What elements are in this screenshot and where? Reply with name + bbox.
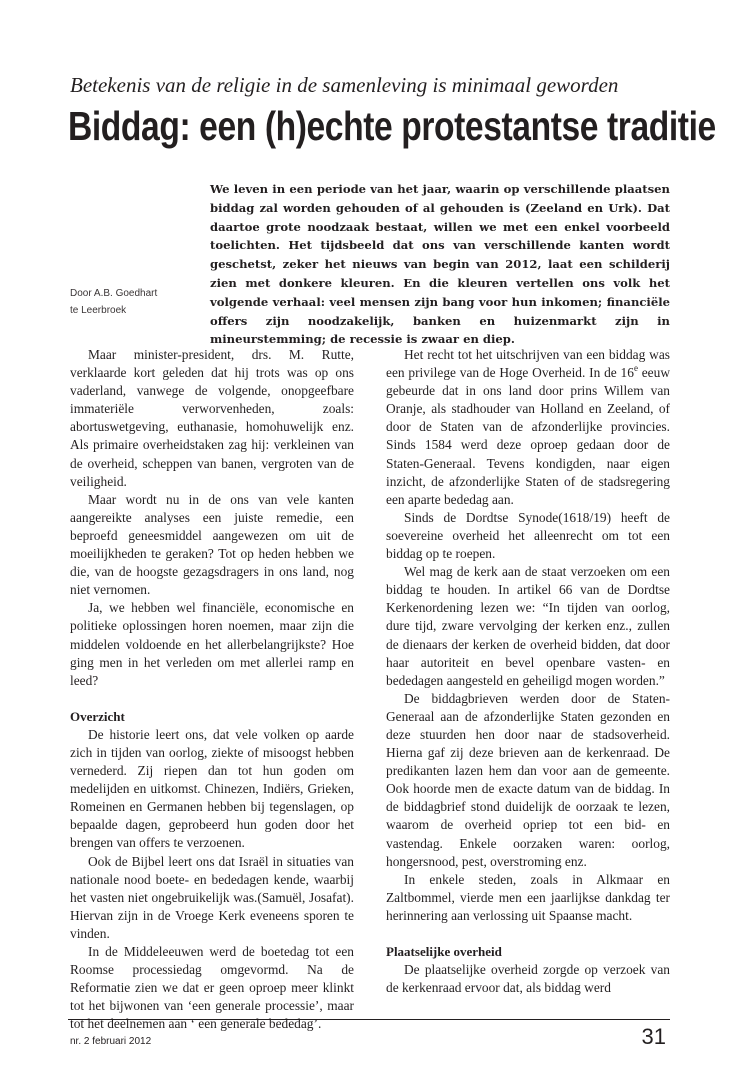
paragraph-text-end: eeuw gebeurde dat in ons land door prins Willem van Oranje, als stadhouder van Holland en Zeeland, of door de Staten van de afzonderlijke provincies. Sinds 1584 werd deze oproep gedaan door de Staten-Generaal. Tevens kondigden, naar eigen inzicht, de afzonderlijke Staten of de stadsregering een aparte bededag aan. — [386, 365, 670, 507]
paragraph: Ook de Bijbel leert ons dat Israël in situaties van nationale nood boete- en bededagen kende, waarbij het vasten niet ongebruikelijk was.(Samuël, Josafat). Hiervan zijn in de Vroege Kerk eveneens sporen te vinden. — [70, 853, 354, 941]
section-heading-plaatselijke-overheid: Plaatselijke overheid — [386, 944, 502, 959]
paragraph: Maar minister-president, drs. M. Rutte, verklaarde kort geleden dat hij trots was op ons vaderland, vanwege de volgende, onopgeefbare immateriële verworvenheden, zoals: abortuswetgeving, euthanasie, homohuwelijk enz. Als primaire overheidstaken zag hij: verkleinen van de overheid, scheppen van banen, vergroten van de veiligheid. — [70, 347, 354, 489]
footer-divider — [68, 1019, 670, 1020]
paragraph: De biddagbrieven werden door de Staten-Generaal aan de afzonderlijke Staten gezonden en deze stuurden hen door naar de stadsoverheid. Hierna gaf zij deze brieven aan de kerkenraad. De predikanten lazen hem dan voor aan de gemeente. Ook hoorde men de exacte datum van de biddag. In de biddagbrief stond duidelijk de oorzaak te lezen, waarom de overheid opriep tot een bid- en vastendag. Enkele oorzaken waren: oorlog, hongersnood, pest, overstroming enz. — [386, 690, 670, 869]
paragraph: In enkele steden, zoals in Alkmaar en Zaltbommel, vierde men een jaarlijkse dankdag ter herinnering aan verlossing uit Spaanse macht. — [386, 871, 670, 923]
byline-author: Door A.B. Goedhart — [70, 288, 158, 299]
section-heading-overzicht: Overzicht — [70, 708, 125, 724]
byline-place: te Leerbroek — [70, 305, 127, 316]
paragraph: Maar wordt nu in de ons van vele kanten aangereikte analyses een juiste remedie, een beproefd geneesmiddel aangewezen om uit de moeilijkheden te geraken? Tot op heden hebben we die, van de hoogste gezagsdragers in ons land, nog niet vernomen. — [70, 491, 354, 598]
left-column — [70, 346, 354, 1033]
right-column — [386, 346, 670, 997]
paragraph-text-start: Het recht tot het uitschrijven van een biddag was een privilege van de Hoge Overheid. In de 16 — [386, 347, 670, 381]
paragraph — [386, 346, 670, 509]
article-title: Biddag: een (h)echte protestantse traditie — [68, 103, 716, 149]
article-intro — [210, 180, 670, 349]
intro-text: We leven in een periode van het jaar, waarin op verschillende plaatsen biddag zal worden gehouden of al gehouden is (Zeeland en Urk). Dat daartoe grote noodzaak bestaat, willen we met een enkel voorbeeld toelichten. Het tijdsbeeld dat ons van verschillende kanten wordt geschetst, zeker het nieuws van begin van 2012, laat een schilderij zien met donkere kleuren. En die kleuren vertellen ons volk het volgende verhaal: veel mensen zijn bang voor hun inkomen; financiële offers zijn noodzakelijk, banken en huizenmarkt zijn in mineurstemming; de recessie is zwaar en diep. — [210, 182, 670, 347]
issue-info: nr. 2 februari 2012 — [70, 1036, 152, 1047]
article-kicker: Betekenis van de religie in de samenleving is minimaal geworden — [70, 73, 619, 97]
superscript: e — [633, 363, 638, 374]
paragraph: In de Middeleeuwen werd de boetedag tot een Roomse processiedag omgevormd. Na de Reformatie zien we dat er geen oproep meer klinkt tot het bijwonen van ‘een generale processie’, maar tot het deelnemen aan ‘ een generale bededag’. — [70, 944, 354, 1032]
paragraph: Wel mag de kerk aan de staat verzoeken om een biddag te houden. In artikel 66 van de Dordtse Kerkenordening lezen we: “In tijden van oorlog, dure tijd, zware vervolging der kerken enz., zullen de dienaars der kerken de overheid bidden, dat door haar autoriteit en bevel openbare vasten- en bededagen aangesteld en geheiligd mogen worden.” — [386, 564, 670, 688]
byline — [70, 285, 210, 319]
paragraph: Sinds de Dordtse Synode(1618/19) heeft de soevereine overheid het alleenrecht om tot een biddag op te roepen. — [386, 509, 670, 562]
paragraph: Ja, we hebben wel financiële, economische en politieke oplossingen horen noemen, maar zijn die middelen voldoende en het allerbelangrijkste? Hoe ging men in het verleden om met allerlei ramp en leed? — [70, 600, 354, 688]
page-number: 31 — [641, 1024, 666, 1049]
paragraph: De historie leert ons, dat vele volken op aarde zich in tijden van oorlog, ziekte of misoogst hebben vernederd. Zij riepen dan tot hun goden om medelijden en uitkomst. Chinezen, Indiërs, Grieken, Romeinen en Germanen hebben bij tegenslagen, op bepaalde dagen, geprobeerd hun goden door het brengen van offers te verzoenen. — [70, 726, 354, 851]
paragraph: De plaatselijke overheid zorgde op verzoek van de kerkenraad ervoor dat, als biddag werd — [386, 962, 670, 996]
